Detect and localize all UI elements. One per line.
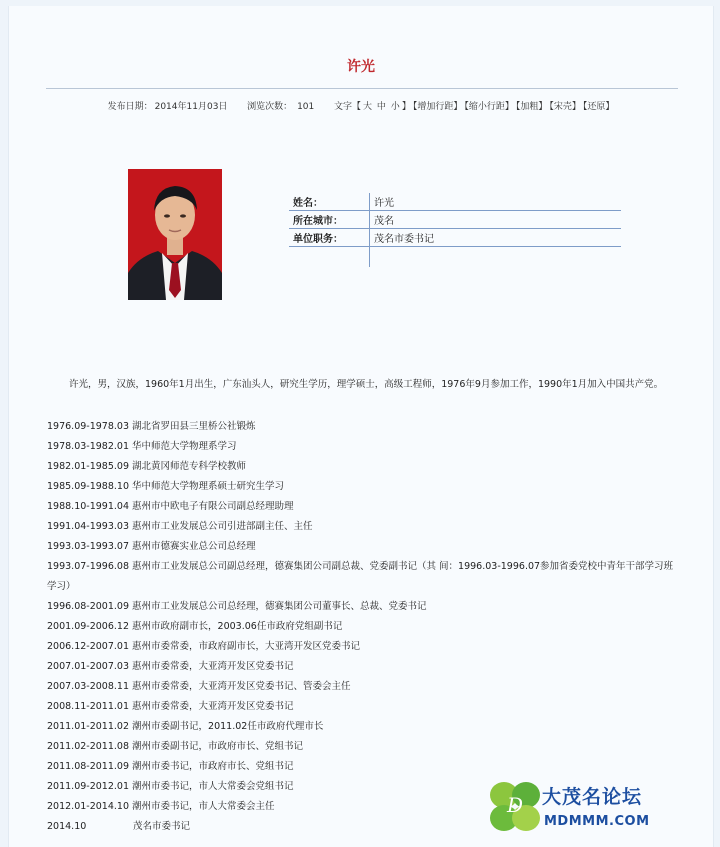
publish-date: 2014年11月03日: [154, 102, 228, 112]
timeline-period: 2011.02-2011.08: [47, 741, 129, 752]
svg-text:D: D: [506, 793, 524, 817]
intro-paragraph: 许光，男，汉族，1960年1月出生，广东汕头人，研究生学历，理学硕士，高级工程师，1976年9月参加工作，1990年1月加入中国共产党。: [69, 379, 664, 390]
article-title: 许光: [347, 59, 375, 75]
career-timeline: [47, 417, 677, 837]
timeline-text: 湖北黄冈师范专科学校教师: [132, 461, 247, 472]
portrait-illustration: [128, 169, 222, 300]
views-count: 101: [297, 102, 315, 112]
timeline-text: 潮州市委副书记，2011.02任市政府代理市长: [132, 721, 324, 732]
timeline-period: 1982.01-1985.09: [47, 461, 129, 472]
timeline-text: 惠州市委常委，市政府副市长，大亚湾开发区党委书记: [132, 641, 361, 652]
timeline-period: 2008.11-2011.01: [47, 701, 129, 712]
restore-button[interactable]: 【还原】: [582, 102, 615, 112]
timeline-text: 湖北省罗田县三里桥公社锻炼: [132, 421, 256, 432]
timeline-period: 2006.12-2007.01: [47, 641, 129, 652]
timeline-text: 惠州市委常委，大亚湾开发区党委书记、管委会主任: [132, 681, 351, 692]
increase-line-spacing-button[interactable]: 【增加行距】: [412, 102, 463, 112]
timeline-period: 1978.03-1982.01: [47, 441, 129, 452]
timeline-text: 华中师范大学物理系硕士研究生学习: [132, 481, 285, 492]
timeline-item: [47, 637, 677, 657]
font-size-large-button[interactable]: 大: [363, 102, 373, 112]
font-size-medium-button[interactable]: 中: [376, 102, 386, 112]
profile-row-name: [289, 193, 621, 211]
profile-label: 所在城市：: [289, 211, 370, 229]
text-size-close: 】: [401, 102, 411, 112]
timeline-text: 潮州市委副书记，市政府市长、党组书记: [132, 741, 304, 752]
font-size-small-button[interactable]: 小: [390, 102, 400, 112]
timeline-item: [47, 437, 677, 457]
watermark-site-name: 大茂名论坛: [542, 786, 643, 808]
publish-date-label: 发布日期：: [107, 102, 153, 112]
bold-button[interactable]: 【加粗】: [515, 102, 548, 112]
timeline-period: 1991.04-1993.03: [47, 521, 129, 532]
timeline-item: [47, 517, 677, 537]
title-divider: [46, 88, 678, 89]
profile-value: 茂名市委书记: [370, 229, 622, 247]
timeline-period: 1976.09-1978.03: [47, 421, 129, 432]
clover-icon: [488, 778, 542, 836]
timeline-item: [47, 757, 677, 777]
timeline-text: 惠州市委常委，大亚湾开发区党委书记: [132, 661, 294, 672]
timeline-period: 1988.10-1991.04: [47, 501, 129, 512]
profile-row-city: [289, 211, 621, 229]
timeline-period: 2012.01-2014.10: [47, 801, 129, 812]
timeline-text: 潮州市委书记，市人大常委会党组书记: [132, 781, 294, 792]
decrease-line-spacing-button[interactable]: 【缩小行距】: [464, 102, 514, 112]
timeline-period: 2011.08-2011.09: [47, 761, 129, 772]
timeline-period: 2007.03-2008.11: [47, 681, 129, 692]
timeline-text: 茂名市委书记: [133, 821, 191, 832]
article-page: [8, 6, 714, 847]
timeline-period: 2011.09-2012.01: [47, 781, 129, 792]
timeline-text: 惠州市工业发展总公司引进部副主任、主任: [132, 521, 313, 532]
timeline-item: [47, 697, 677, 717]
article-meta-bar: [9, 99, 713, 112]
timeline-item: [47, 617, 677, 637]
timeline-text: 惠州市政府副市长，2003.06任市政府党组副书记: [132, 621, 343, 632]
watermark-logo: [488, 778, 678, 836]
timeline-text: 惠州市德赛实业总公司总经理: [132, 541, 256, 552]
timeline-item: [47, 417, 677, 437]
timeline-text: 惠州市工业发展总公司副总经理，德赛集团公司副总裁、党委副书记（其 间：1996.03-1996.07参加省委党校中青年干部学习班学习）: [47, 561, 674, 592]
portrait-photo: [128, 169, 222, 300]
profile-table: [289, 193, 621, 267]
timeline-period: 1993.07-1996.08: [47, 561, 129, 572]
timeline-period: 1985.09-1988.10: [47, 481, 129, 492]
timeline-item: [47, 677, 677, 697]
timeline-item: [47, 477, 677, 497]
timeline-period: 2001.09-2006.12: [47, 621, 129, 632]
timeline-text: 华中师范大学物理系学习: [132, 441, 237, 452]
views-label: 浏览次数：: [247, 102, 293, 112]
timeline-text: 潮州市委书记，市人大常委会主任: [132, 801, 275, 812]
timeline-text: 惠州市工业发展总公司总经理，德赛集团公司董事长、总裁、党委书记: [132, 601, 427, 612]
timeline-item: [47, 737, 677, 757]
timeline-period: 2007.01-2007.03: [47, 661, 129, 672]
watermark-domain: MDMMM.COM: [544, 814, 650, 829]
timeline-period: 2011.01-2011.02: [47, 721, 129, 732]
profile-value: 许光: [370, 193, 622, 211]
profile-label: 单位职务：: [289, 229, 370, 247]
song-font-button[interactable]: 【宋壳】: [549, 102, 581, 112]
timeline-item: [47, 657, 677, 677]
timeline-text: 惠州市中欧电子有限公司副总经理助理: [132, 501, 294, 512]
timeline-item: [47, 537, 677, 557]
profile-row-position: [289, 229, 621, 247]
profile-value: 茂名: [370, 211, 622, 229]
profile-label: 姓名：: [289, 193, 370, 211]
timeline-item: [47, 557, 677, 597]
timeline-period: 1996.08-2001.09: [47, 601, 129, 612]
text-size-label: 文字【: [334, 102, 362, 112]
timeline-text: 惠州市委常委，大亚湾开发区党委书记: [132, 701, 294, 712]
profile-row-blank: [289, 247, 621, 268]
timeline-item: [47, 457, 677, 477]
timeline-item: [47, 717, 677, 737]
timeline-item: [47, 597, 677, 617]
timeline-item: [47, 497, 677, 517]
timeline-text: 潮州市委书记，市政府市长、党组书记: [132, 761, 294, 772]
timeline-period: 1993.03-1993.07: [47, 541, 129, 552]
timeline-period: 2014.10: [47, 821, 87, 832]
